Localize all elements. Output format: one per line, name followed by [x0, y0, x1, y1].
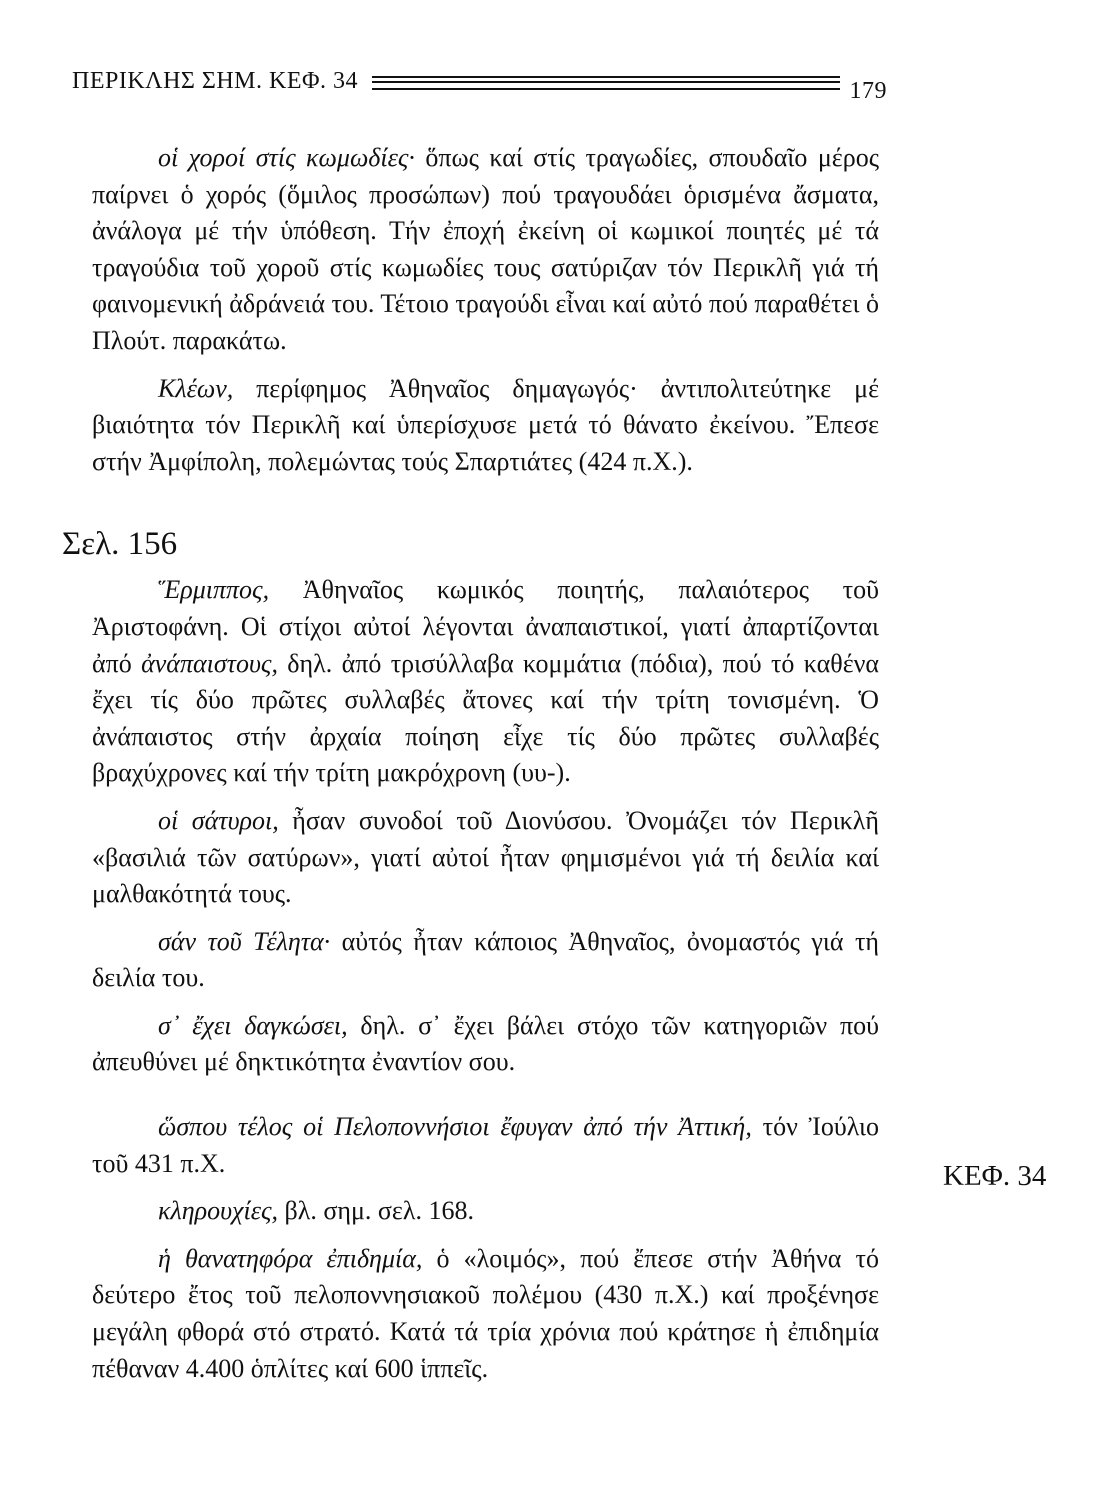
page-body: [62, 140, 880, 1387]
note-term: κληρουχίες,: [158, 1196, 279, 1226]
note-term: ἀνάπαιστους,: [141, 648, 278, 678]
note-text: περίφημος Ἀθηναῖος δημαγωγός· ἀντιπολιτεύτηκε μέ βιαιότητα τόν Περικλῆ καί ὑπερίσχυσε μετά τό θάνατο ἐκείνου. Ἔπεσε στήν Ἀμφίπολη, πολεμώντας τούς Σπαρτιάτες (424 π.Χ.).: [92, 373, 879, 476]
note-text: δηλ. σ᾽ ἔχει βάλει στόχο τῶν κατηγοριῶν πού ἀπευθύνει μέ δηκτικότητα ἐναντίον σου.: [92, 1010, 879, 1077]
note-peloponnisioi: [92, 1109, 879, 1182]
note-term: σάν τοῦ Τέλητα·: [158, 926, 331, 956]
note-satyroi: [92, 803, 879, 913]
note-text: αὐτός ἦταν κάποιος Ἀθηναῖος, ὀνομαστός γιά τή δειλία του.: [92, 926, 879, 993]
note-kleon: [92, 371, 879, 481]
note-term: οἱ χοροί στίς κωμωδίες·: [158, 143, 415, 172]
note-klirouchies: [92, 1193, 879, 1230]
note-dagkosei: [92, 1008, 879, 1081]
page-number: 179: [849, 77, 887, 104]
note-epidimia: [92, 1241, 879, 1387]
note-telita: [92, 924, 879, 997]
margin-chapter-reference: ΚΕΦ. 34: [943, 1160, 1047, 1192]
note-term: ὥσπου τέλος οἱ Πελοποννήσιοι ἔφυγαν ἀπό τήν Ἀττική,: [158, 1112, 752, 1142]
note-text: δηλ. ἀπό τρισύλλαβα κομμάτια (πόδια), πού τό καθένα ἔχει τίς δύο πρῶτες συλλαβές ἄτονες καί τήν τρίτη τονισμένη. Ὁ ἀνάπαιστος στήν ἀρχαία ποίηση εἶχε τίς δύο πρῶτες συλλαβές βραχύχρονες καί τήν τρίτη μακρόχρονη (υυ-).: [92, 648, 880, 788]
note-term: Ἕρμιππος,: [158, 575, 270, 605]
running-header: [72, 63, 887, 104]
section-heading: Σελ. 156: [62, 526, 178, 563]
note-text: ἦσαν συνοδοί τοῦ Διονύσου. Ὀνομάζει τόν Περικλῆ «βασιλιά τῶν σατύρων», γιατί αὐτοί ἦταν φημισμένοι γιά τή δειλία καί μαλθακότητά τους.: [92, 805, 879, 909]
note-text: ὁ «λοιμός», πού ἔπεσε στήν Ἀθήνα τό δεύτερο ἔτος τοῦ πελοποννησιακοῦ πολέμου (430 π.Χ.) καί προξένησε μεγάλη φθορά στό στρατό. Κατά τά τρία χρόνια πού κράτησε ἡ ἐπιδημία πέθαναν 4.400 ὁπλίτες καί 600 ἱππεῖς.: [92, 1243, 880, 1383]
note-text: τόν Ἰούλιο τοῦ 431 π.Χ.: [92, 1112, 879, 1178]
header-rule: [372, 76, 839, 90]
note-term: οἱ σάτυροι,: [158, 805, 279, 835]
note-choroi: [92, 140, 879, 360]
note-text: Ἀθηναῖος κωμικός ποιητής, παλαιότερος τοῦ Ἀριστοφάνη. Οἱ στίχοι αὐτοί λέγονται ἀναπαιστικοί, γιατί ἀπαρτίζονται ἀπό: [92, 575, 879, 678]
note-term: Κλέων,: [158, 373, 234, 403]
note-term: ἡ θανατηφόρα ἐπιδημία,: [158, 1243, 423, 1273]
note-hermippos: [92, 572, 879, 792]
note-term: σ᾽ ἔχει δαγκώσει,: [158, 1010, 348, 1040]
note-text: ὅπως καί στίς τραγωδίες, σπουδαῖο μέρος παίρνει ὁ χορός (ὅμιλος προσώπων) πού τραγουδάει ὁρισμένα ἄσματα, ἀνάλογα μέ τήν ὑπόθεση. Τήν ἐποχή ἐκείνη οἱ κωμικοί ποιητές μέ τά τραγούδια τοῦ χοροῦ στίς κωμωδίες τους σατύριζαν τόν Περικλῆ γιά τή φαινομενική ἀδράνειά του. Τέτοιο τραγούδι εἶναι καί αὐτό πού παραθέτει ὁ Πλούτ. παρακάτω.: [92, 143, 879, 355]
running-title: ΠΕΡΙΚΛΗΣ ΣΗΜ. ΚΕΦ. 34: [72, 67, 359, 94]
note-text: βλ. σημ. σελ. 168.: [278, 1196, 474, 1226]
